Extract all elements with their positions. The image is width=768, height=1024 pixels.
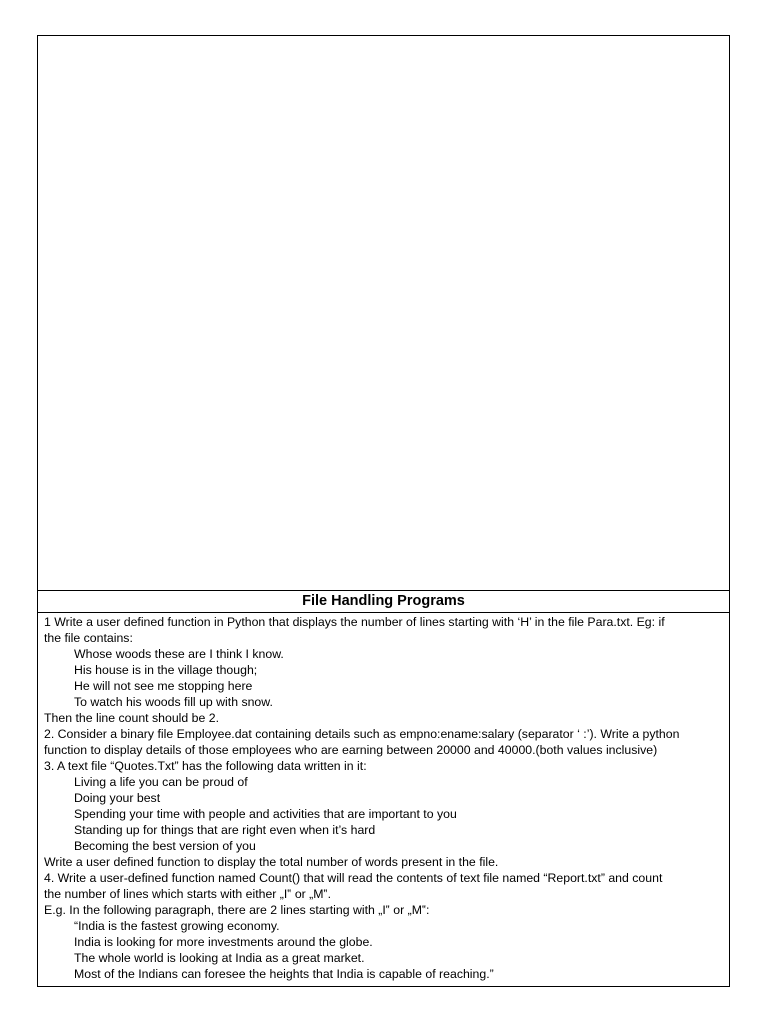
- text-line: E.g. In the following paragraph, there are 2 lines starting with „I‟ or „M‟:: [44, 903, 430, 917]
- text-line: Spending your time with people and activities that are important to you: [74, 807, 457, 821]
- text-line: the file contains:: [44, 631, 133, 645]
- text-line: Whose woods these are I think I know.: [74, 647, 284, 661]
- text-line: 1 Write a user defined function in Python that displays the number of lines starting with ‘H’ in the file Para.txt. Eg: if: [44, 615, 665, 629]
- text-line: To watch his woods fill up with snow.: [74, 695, 273, 709]
- text-line: 2. Consider a binary file Employee.dat containing details such as empno:ename:salary (separator ‘ :’). Write a python: [44, 727, 680, 741]
- text-line: His house is in the village though;: [74, 663, 258, 677]
- text-line: The whole world is looking at India as a great market.: [74, 951, 365, 965]
- text-line: Write a user defined function to display the total number of words present in the file.: [44, 855, 499, 869]
- text-line: function to display details of those employees who are earning between 20000 and 40000.(both values inclusive): [44, 743, 658, 757]
- text-line: India is looking for more investments around the globe.: [74, 935, 373, 949]
- text-line: Then the line count should be 2.: [44, 711, 220, 725]
- text-line: 3. A text file “Quotes.Txt” has the following data written in it:: [44, 759, 367, 773]
- text-line: Doing your best: [74, 791, 161, 805]
- document-table: [37, 35, 730, 987]
- text-line: Living a life you can be proud of: [74, 775, 248, 789]
- questions-cell: [38, 613, 729, 982]
- text-line: 4. Write a user-defined function named Count() that will read the contents of text file named “Report.txt” and count: [44, 871, 663, 885]
- text-line: the number of lines which starts with either „I‟ or „M‟.: [44, 887, 332, 901]
- text-line: Most of the Indians can foresee the heights that India is capable of reaching.”: [74, 967, 494, 981]
- page-title: File Handling Programs: [38, 591, 729, 613]
- text-line: Becoming the best version of you: [74, 839, 256, 853]
- blank-cell: [38, 36, 729, 591]
- text-line: Standing up for things that are right even when it’s hard: [74, 823, 376, 837]
- text-line: “India is the fastest growing economy.: [74, 919, 280, 933]
- text-line: He will not see me stopping here: [74, 679, 253, 693]
